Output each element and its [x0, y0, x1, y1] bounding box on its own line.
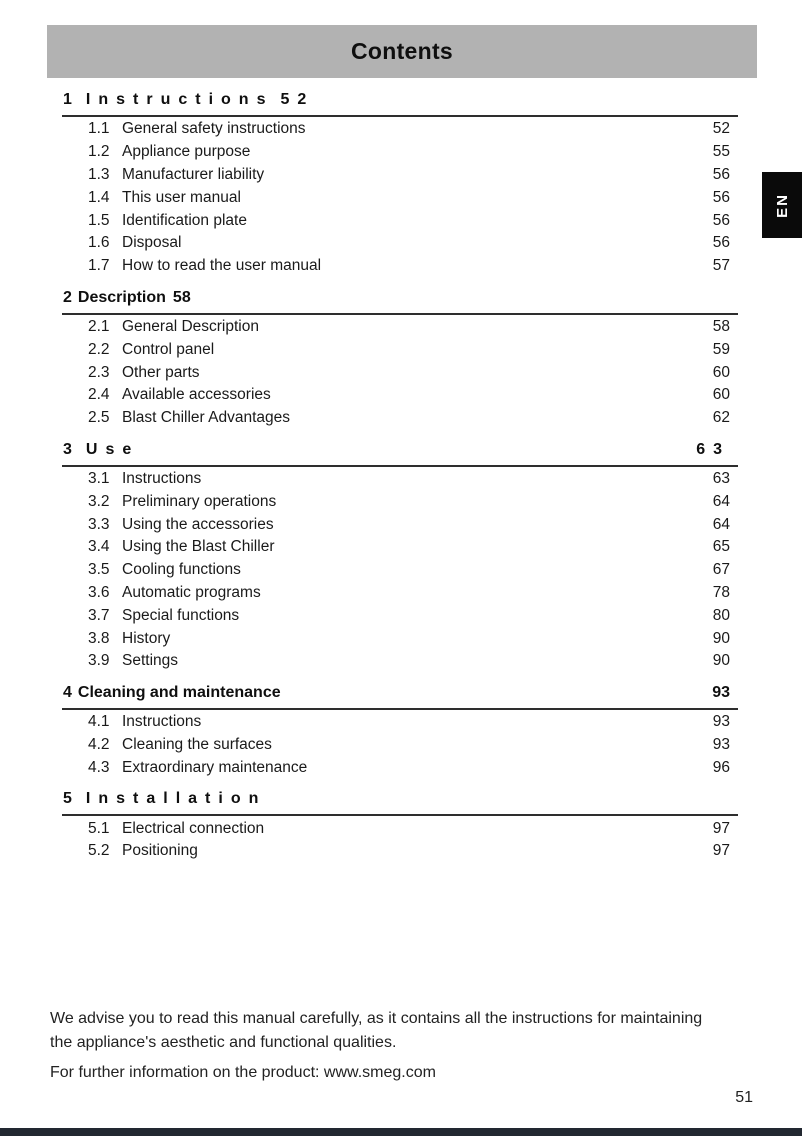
toc-item-title: Cooling functions: [122, 561, 241, 579]
toc-section-heading: [62, 679, 738, 710]
toc-item-number: 3.8: [88, 629, 110, 647]
toc-item-page: 93: [712, 735, 730, 753]
toc-item-title: This user manual: [122, 188, 241, 206]
toc-section: [62, 284, 738, 430]
toc-section-number: 1: [63, 91, 80, 108]
toc-section-items: [62, 117, 738, 278]
toc-item-page: 52: [712, 120, 730, 138]
toc-item-page: 80: [712, 606, 730, 624]
toc-item-page: 60: [712, 386, 730, 404]
toc-section-heading: [62, 785, 738, 816]
toc-item-number: 2.2: [88, 340, 110, 358]
toc-item: [62, 255, 738, 278]
toc-item-title: Appliance purpose: [122, 143, 251, 161]
toc-item: [62, 627, 738, 650]
toc-section-number: 4: [63, 683, 72, 701]
toc-section-number: 3: [63, 440, 80, 458]
toc-item-page: 78: [712, 583, 730, 601]
language-tab: [762, 172, 802, 238]
toc-item-title: Positioning: [122, 842, 198, 860]
footer-note-line: the appliance's aesthetic and functional qualities.: [50, 1034, 397, 1051]
toc-section-items: [62, 315, 738, 430]
toc-item-title: Instructions: [122, 713, 202, 731]
toc-item-title: General safety instructions: [122, 120, 306, 138]
toc-item-page: 56: [712, 211, 730, 229]
footer-info-line: For further information on the product: www.smeg.com: [50, 1064, 436, 1081]
toc-item: [62, 232, 738, 255]
toc-item-page: 97: [712, 842, 730, 860]
toc-item-title: History: [122, 629, 171, 647]
toc-section-items: [62, 816, 738, 863]
toc-item-title: Other parts: [122, 363, 200, 381]
toc-item-title: Disposal: [122, 234, 182, 252]
toc-item-number: 5.2: [88, 842, 110, 860]
toc-item-number: 1.2: [88, 143, 110, 161]
toc-item-number: 4.3: [88, 758, 110, 776]
toc-item: [62, 513, 738, 536]
bottom-bar: [0, 1128, 802, 1136]
toc-item: [62, 711, 738, 734]
toc-item: [62, 141, 738, 164]
toc-section-page: 58: [172, 288, 191, 306]
toc-item-title: Manufacturer liability: [122, 165, 265, 183]
toc-item-title: Available accessories: [122, 386, 271, 404]
toc-item-number: 4.1: [88, 713, 110, 731]
toc-item-page: 56: [712, 234, 730, 252]
toc-item-number: 3.4: [88, 538, 110, 556]
toc-section-page: 93: [712, 683, 730, 701]
toc-item-title: Preliminary operations: [122, 492, 277, 510]
toc-item: [62, 559, 738, 582]
toc-item: [62, 338, 738, 361]
toc-item-title: Using the Blast Chiller: [122, 538, 275, 556]
toc-item-number: 1.5: [88, 211, 110, 229]
toc-section-title: Description: [77, 288, 166, 306]
toc-item: [62, 209, 738, 232]
toc-section-title: Instructions: [85, 91, 274, 108]
toc-item-number: 2.4: [88, 386, 110, 404]
toc-item: [62, 582, 738, 605]
toc-item-number: 3.5: [88, 561, 110, 579]
toc-item-page: 58: [712, 317, 730, 335]
toc-item-number: 2.5: [88, 409, 110, 427]
toc-item-number: 3.6: [88, 583, 110, 601]
toc-section: [62, 679, 738, 779]
toc-item-number: 2.3: [88, 363, 110, 381]
toc-item-page: 59: [712, 340, 730, 358]
toc-item: [62, 468, 738, 491]
toc-section-title: Cleaning and maintenance: [77, 683, 281, 701]
toc-item-number: 3.3: [88, 515, 110, 533]
toc-item: [62, 361, 738, 384]
toc-item-title: Instructions: [122, 469, 202, 487]
toc-item-number: 3.1: [88, 469, 110, 487]
toc-item: [62, 118, 738, 141]
toc-item-title: How to read the user manual: [122, 257, 322, 275]
toc-item-page: 56: [712, 165, 730, 183]
toc-item: [62, 164, 738, 187]
toc-section-items: [62, 467, 738, 673]
toc-item-title: Identification plate: [122, 211, 247, 229]
toc-item: [62, 536, 738, 559]
toc-item-title: Using the accessories: [122, 515, 274, 533]
toc-item-title: Settings: [122, 652, 179, 670]
toc-item: [62, 490, 738, 513]
toc-item: [62, 407, 738, 430]
toc-item: [62, 734, 738, 757]
toc-item-title: Cleaning the surfaces: [122, 735, 272, 753]
toc-section-title: Use: [85, 440, 140, 458]
toc-section: [62, 86, 738, 278]
toc-section-number: 5: [63, 790, 80, 808]
footer-note: [50, 1007, 764, 1085]
table-of-contents: [62, 86, 738, 863]
toc-section-number: 2: [63, 288, 72, 306]
toc-item-number: 1.3: [88, 165, 110, 183]
language-tab-label: EN: [773, 192, 791, 218]
toc-section-items: [62, 710, 738, 779]
toc-section-title: Installation: [85, 790, 267, 808]
toc-item-title: Special functions: [122, 606, 240, 624]
toc-item-page: 64: [712, 492, 730, 510]
toc-item-page: 55: [712, 143, 730, 161]
toc-item-page: 90: [712, 652, 730, 670]
toc-item-number: 1.1: [88, 120, 110, 138]
toc-section-heading: [62, 284, 738, 315]
toc-item: [62, 756, 738, 779]
toc-item-page: 65: [712, 538, 730, 556]
toc-item-number: 3.9: [88, 652, 110, 670]
toc-section-heading: [62, 436, 738, 467]
toc-item-page: 60: [712, 363, 730, 381]
toc-section: [62, 436, 738, 673]
toc-item-page: 90: [712, 629, 730, 647]
page-title: Contents: [350, 38, 454, 64]
toc-item-title: General Description: [122, 317, 259, 335]
toc-item-page: 62: [712, 409, 730, 427]
toc-item: [62, 817, 738, 840]
toc-item-number: 3.7: [88, 606, 110, 624]
toc-item-page: 56: [712, 188, 730, 206]
toc-item-page: 67: [712, 561, 730, 579]
toc-item-page: 57: [712, 257, 730, 275]
toc-item-page: 96: [712, 758, 730, 776]
toc-item-page: 93: [712, 713, 730, 731]
toc-section-page: 63: [696, 440, 730, 458]
toc-item: [62, 650, 738, 673]
toc-item-page: 64: [712, 515, 730, 533]
toc-section: [62, 785, 738, 863]
toc-item-title: Blast Chiller Advantages: [122, 409, 291, 427]
toc-item-title: Control panel: [122, 340, 215, 358]
toc-item-number: 3.2: [88, 492, 110, 510]
toc-item-number: 1.6: [88, 234, 110, 252]
toc-section-page: 52: [280, 91, 315, 108]
toc-item: [62, 316, 738, 339]
toc-item-number: 5.1: [88, 819, 110, 837]
contents-header-bar: [47, 25, 757, 78]
toc-item: [62, 186, 738, 209]
page-number: 51: [735, 1089, 753, 1106]
toc-item-title: Automatic programs: [122, 583, 261, 601]
toc-item-page: 97: [712, 819, 730, 837]
toc-item-number: 1.4: [88, 188, 110, 206]
toc-item-number: 2.1: [88, 317, 110, 335]
toc-section-heading: [62, 86, 738, 117]
toc-item-page: 63: [712, 469, 730, 487]
toc-item-title: Extraordinary maintenance: [122, 758, 308, 776]
toc-item-number: 4.2: [88, 735, 110, 753]
toc-item-number: 1.7: [88, 257, 110, 275]
toc-item-title: Electrical connection: [122, 819, 265, 837]
toc-item: [62, 604, 738, 627]
footer-note-line: We advise you to read this manual carefully, as it contains all the instructions for maintaining: [50, 1010, 703, 1027]
toc-item: [62, 384, 738, 407]
toc-item: [62, 840, 738, 863]
